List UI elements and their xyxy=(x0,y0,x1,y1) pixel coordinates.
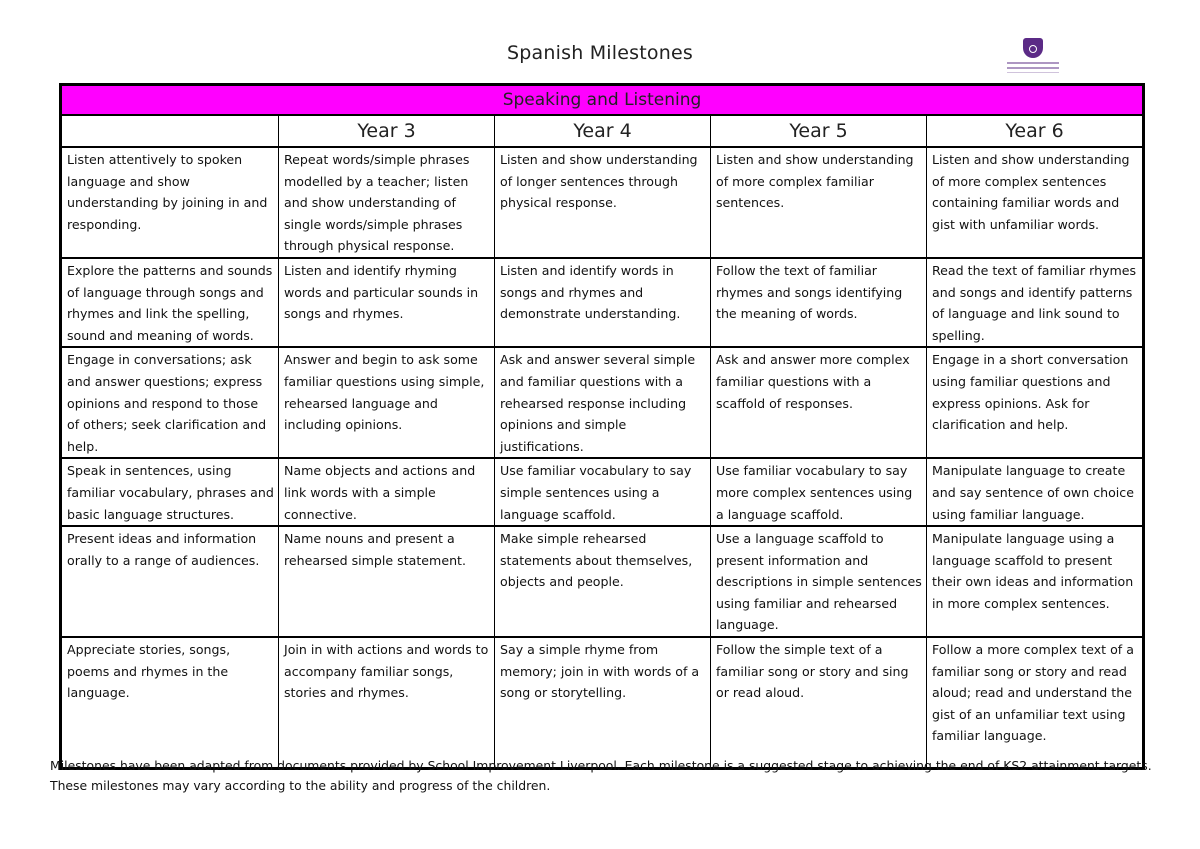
year-6-cell: Read the text of familiar rhymes and songs and identify patterns of language and link sound to spelling. xyxy=(927,258,1143,347)
year-4-cell: Listen and identify words in songs and rhymes and demonstrate understanding. xyxy=(495,258,711,347)
year-5-cell: Use familiar vocabulary to say more complex sentences using a language scaffold. xyxy=(711,458,927,526)
objective-cell: Present ideas and information orally to a range of audiences. xyxy=(62,526,279,637)
page-title: Spanish Milestones xyxy=(507,42,693,64)
logo-text-line xyxy=(1007,72,1059,73)
objective-cell: Appreciate stories, songs, poems and rhymes in the language. xyxy=(62,637,279,768)
objective-cell: Listen attentively to spoken language and show understanding by joining in and responding. xyxy=(62,147,279,258)
table-row xyxy=(62,458,1143,526)
year-6-cell: Listen and show understanding of more complex sentences containing familiar words and gist with unfamiliar words. xyxy=(927,147,1143,258)
year-3-cell: Listen and identify rhyming words and particular sounds in songs and rhymes. xyxy=(279,258,495,347)
section-header-row xyxy=(62,86,1143,116)
section-title: Speaking and Listening xyxy=(62,86,1143,116)
column-header-year-4: Year 4 xyxy=(495,115,711,147)
table-row xyxy=(62,258,1143,347)
year-4-cell: Ask and answer several simple and familiar questions with a rehearsed response including opinions and simple justifications. xyxy=(495,347,711,458)
year-6-cell: Engage in a short conversation using familiar questions and express opinions. Ask for clarification and help. xyxy=(927,347,1143,458)
year-3-cell: Join in with actions and words to accompany familiar songs, stories and rhymes. xyxy=(279,637,495,768)
year-5-cell: Use a language scaffold to present information and descriptions in simple sentences using familiar and rehearsed language. xyxy=(711,526,927,637)
year-4-cell: Use familiar vocabulary to say simple sentences using a language scaffold. xyxy=(495,458,711,526)
year-3-cell: Name nouns and present a rehearsed simple statement. xyxy=(279,526,495,637)
crest-icon xyxy=(1023,38,1043,58)
milestones-table xyxy=(61,85,1143,768)
footer-note xyxy=(50,756,1160,796)
column-header-objective xyxy=(62,115,279,147)
objective-cell: Explore the patterns and sounds of language through songs and rhymes and link the spelling, sound and meaning of words. xyxy=(62,258,279,347)
table-row xyxy=(62,637,1143,768)
footer-line-1: Milestones have been adapted from documents provided by School Improvement Liverpool. Each milestone is a suggested stage to achieving the end of KS2 attainment targets. xyxy=(50,758,1152,773)
year-3-cell: Repeat words/simple phrases modelled by a teacher; listen and show understanding of single words/simple phrases through physical response. xyxy=(279,147,495,258)
year-5-cell: Follow the text of familiar rhymes and songs identifying the meaning of words. xyxy=(711,258,927,347)
year-6-cell: Manipulate language to create and say sentence of own choice using familiar language. xyxy=(927,458,1143,526)
year-5-cell: Follow the simple text of a familiar song or story and sing or read aloud. xyxy=(711,637,927,768)
footer-line-2: These milestones may vary according to the ability and progress of the children. xyxy=(50,778,551,793)
year-6-cell: Follow a more complex text of a familiar song or story and read aloud; read and understand the gist of an unfamiliar text using familiar language. xyxy=(927,637,1143,768)
year-header-row xyxy=(62,115,1143,147)
year-4-cell: Make simple rehearsed statements about themselves, objects and people. xyxy=(495,526,711,637)
logo-text-line xyxy=(1007,62,1059,64)
table-row xyxy=(62,526,1143,637)
year-3-cell: Name objects and actions and link words with a simple connective. xyxy=(279,458,495,526)
year-4-cell: Listen and show understanding of longer sentences through physical response. xyxy=(495,147,711,258)
table-row xyxy=(62,347,1143,458)
objective-cell: Engage in conversations; ask and answer questions; express opinions and respond to those of others; seek clarification and help. xyxy=(62,347,279,458)
year-6-cell: Manipulate language using a language scaffold to present their own ideas and information in more complex sentences. xyxy=(927,526,1143,637)
year-4-cell: Say a simple rhyme from memory; join in with words of a song or storytelling. xyxy=(495,637,711,768)
column-header-year-6: Year 6 xyxy=(927,115,1143,147)
table-row xyxy=(62,147,1143,258)
column-header-year-3: Year 3 xyxy=(279,115,495,147)
year-5-cell: Ask and answer more complex familiar questions with a scaffold of responses. xyxy=(711,347,927,458)
objective-cell: Speak in sentences, using familiar vocabulary, phrases and basic language structures. xyxy=(62,458,279,526)
year-5-cell: Listen and show understanding of more complex familiar sentences. xyxy=(711,147,927,258)
column-header-year-5: Year 5 xyxy=(711,115,927,147)
logo-text-line xyxy=(1007,67,1059,69)
school-logo xyxy=(1003,38,1063,76)
year-3-cell: Answer and begin to ask some familiar questions using simple, rehearsed language and including opinions. xyxy=(279,347,495,458)
